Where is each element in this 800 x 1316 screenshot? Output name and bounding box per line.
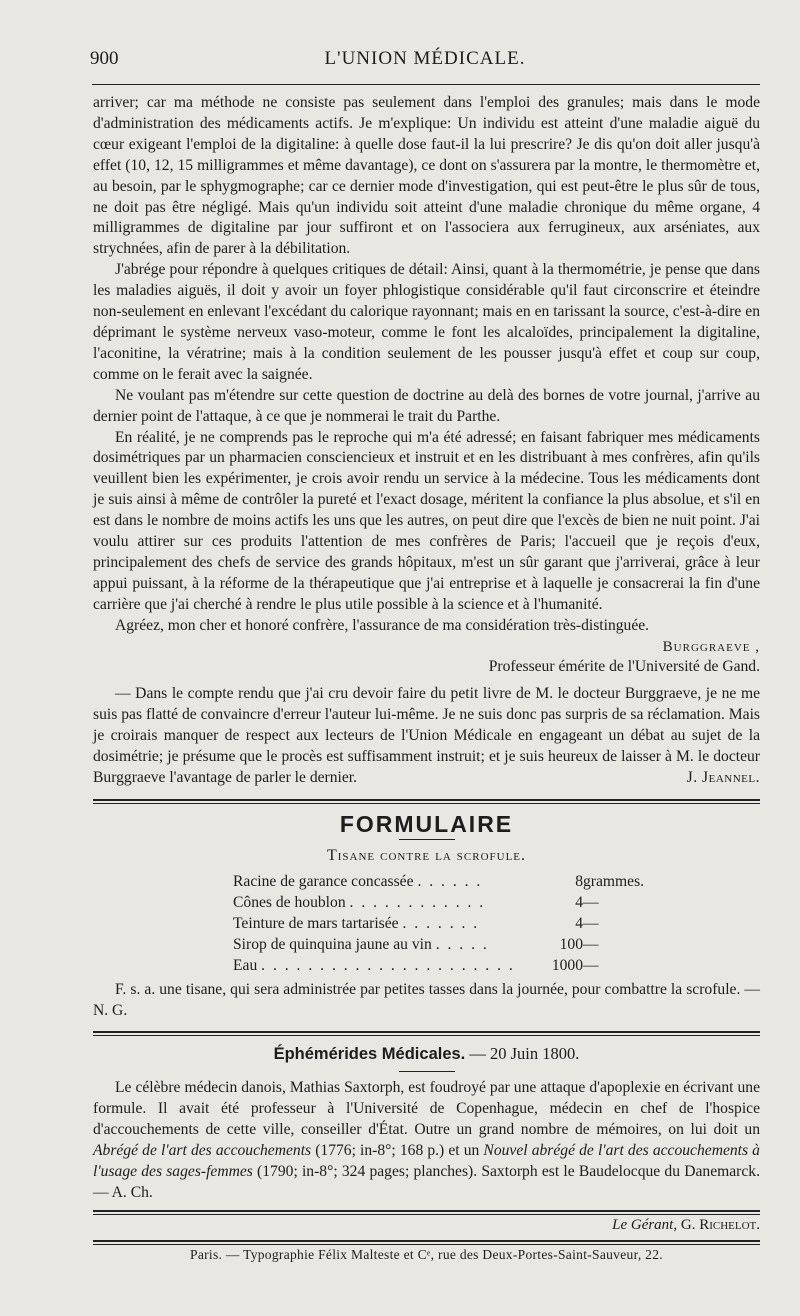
ingredient-unit: grammes.	[583, 872, 645, 890]
ephemerides-date: — 20 Juin 1800.	[469, 1044, 580, 1064]
gerant-label: Le Gérant,	[612, 1216, 678, 1233]
ingredient-name: Eau	[233, 956, 258, 974]
ingredient-qty: 4	[575, 893, 583, 911]
letter-paragraph: arriver; car ma méthode ne consiste pas seulement dans l'emploi des granules; mais dans le mode d'administration des médicaments actifs. Je m'explique: Un individu est atteint d'une maladie aiguë du cœur exigeant l'emploi de la digitaline: à quelle dose faut-il la lui prescrire? Je dis qu'on doit aller jusqu'à effet (10, 12, 15 milligrammes et même davantage), ce dont on s'assurera par la montre, le thermomètre et, au besoin, par le sphygmographe; car ce dernier mode d'investigation, qui est peut-être le plus sûr de tous, ne doit pas être négligé. Mais qu'un individu soit atteint d'une maladie chronique du même organe, 4 milligrammes de digitaline par jour suffiront et on l'associera aux ferrugineux, aux arséniates, aux strychnées, afin de parer à la débilitation.	[93, 94, 760, 258]
ingredient-name: Racine de garance concassée	[233, 872, 414, 890]
leader-dots: . . . . . . . . . . . .	[349, 893, 486, 911]
ingredient-name: Sirop de quinquina jaune au vin	[233, 935, 432, 953]
recipe-row	[233, 913, 673, 934]
ephemerides-text-part: (1776; in-8°; 168 p.) et un	[311, 1142, 484, 1160]
ingredient-unit: —	[583, 893, 599, 911]
recipe-title: Tisane contre la scrofule.	[326, 846, 527, 864]
formulaire-title: FORMULAIRE	[339, 810, 514, 837]
ephemerides-heading: Éphémérides Médicales.	[273, 1045, 466, 1064]
page-header	[90, 48, 760, 78]
letter-closing: Agréez, mon cher et honoré confrère, l'assurance de ma considération très-distinguée.	[115, 616, 650, 634]
short-divider	[399, 1071, 455, 1072]
leader-dots: . . . . .	[435, 935, 489, 953]
ingredient-name: Teinture de mars tartarisée	[233, 914, 399, 932]
letter-paragraph: En réalité, je ne comprends pas le reproche qui m'a été adressé; en faisant fabriquer mes médicaments dosimétriques par un pharmacien consciencieux et instruit et en les distribuant à mes confrères, afin qu'ils veuillent bien les expérimenter, je crois avoir rendu un service à la médecine. Tous les médicaments dont je suis ainsi à même de contrôler la pureté et l'exact dosage, méritent la confiance la plus absolue, et s'il en est dans le nombre de moins actifs les uns que les autres, on peut dire que l'excès de bien ne nuit point. J'ai voulu attirer sur ces produits l'attention de mes confrères de Paris; l'accueil que je reçois d'eux, principalement des chefs de service des grands hôpitaux, m'est un sûr garant que j'arriverai, grâce à leur appui puissant, à la réforme de la thérapeutique que j'ai entreprise et à laquelle je consacrerai la fin d'une carrière que j'ai cherché à rendre le plus utile possible à la science et à l'humanité.	[93, 428, 760, 613]
ingredient-unit: —	[583, 956, 599, 974]
ephemerides-text	[93, 1078, 760, 1203]
ingredient-unit: —	[583, 914, 599, 932]
journal-title: L'UNION MÉDICALE.	[324, 48, 526, 69]
ingredient-qty: 1000	[551, 956, 583, 974]
book-title: Nouvel abrégé de l'art des accouchements à l'usage des sages-femmes	[93, 1142, 760, 1180]
ephemerides-title	[93, 1044, 760, 1065]
recipe-row	[233, 934, 673, 955]
recipe-row	[233, 955, 673, 976]
editor-signature: J. Jeannel.	[686, 768, 760, 786]
section-divider	[93, 799, 760, 804]
page-body	[93, 93, 760, 1266]
ingredient-qty: 4	[575, 914, 583, 932]
page-number: 900	[90, 48, 119, 69]
gerant-line	[93, 1215, 760, 1236]
letter-paragraph: Ne voulant pas m'étendre sur cette question de doctrine au delà des bornes de votre journal, j'arrive au dernier point de l'attaque, à ce que je nommerai le trait du Parthe.	[93, 386, 760, 425]
ingredient-qty: 100	[559, 935, 583, 953]
recipe-row	[233, 892, 673, 913]
short-divider	[399, 839, 455, 840]
gerant-name: G. Richelot.	[680, 1216, 760, 1233]
recipe-row	[233, 871, 673, 892]
letter-signature-name: Burggraeve ,	[662, 638, 760, 655]
leader-dots: . . . . . . . . . . . . . . . . . . . . . .	[261, 956, 515, 974]
header-rule	[92, 84, 760, 85]
ingredient-unit: —	[583, 935, 599, 953]
section-divider	[93, 1031, 760, 1036]
leader-dots: . . . . . .	[417, 872, 483, 890]
leader-dots: . . . . . . .	[402, 914, 480, 932]
book-title: Abrégé de l'art des accouchements	[93, 1142, 312, 1160]
recipe-instructions: F. s. a. une tisane, qui sera administrée par petites tasses dans la journée, pour combattre la scrofule. — N. G.	[93, 980, 760, 1019]
ephemerides-text-part: (1790; in-8°; 324 pages; planches). Saxtorph est le Baudelocque du Danemarck. — A. Ch.	[93, 1162, 760, 1201]
letter-paragraph: J'abrége pour répondre à quelques critiques de détail: Ainsi, quant à la thermométrie, je pense que dans les maladies aiguës, il doit y avoir un foyer phlogistique considérable qu'il faut circonscrire et éteindre non-seulement en enlevant l'excédant du calorique rayonnant; mais en en tarissant la source, c'est-à-dire en déprimant le système nerveux vaso-moteur, comme le font les alcaloïdes, principalement la digitaline, l'aconitine, la vératrine; mais à la condition seulement de les pousser jusqu'à effet et coup sur coup, comme on le ferait avec la saignée.	[93, 261, 760, 383]
ephemerides-text-part: Le célèbre médecin danois, Mathias Saxtorph, est foudroyé par une attaque d'apoplexie en écrivant une formule. Il avait été professeur à l'Université de Copenhague, médecin en chef de l'hospice d'accouchements de cette ville, conseiller d'État. Outre un grand nombre de mémoires, on lui doit un	[93, 1079, 760, 1139]
ingredient-name: Cônes de houblon	[233, 893, 346, 911]
letter-signature-title: Professeur émérite de l'Université de Gand.	[488, 658, 760, 676]
printer-imprint: Paris. — Typographie Félix Malteste et Cᵉ, rue des Deux-Portes-Saint-Sauveur, 22.	[190, 1246, 663, 1262]
ingredient-qty: 8	[575, 872, 583, 890]
editor-note: — Dans le compte rendu que j'ai cru devoir faire du petit livre de M. le docteur Burggraeve, je ne me suis pas flatté de convaincre d'erreur l'auteur lui-même. Je ne suis donc pas surpris de sa réclamation. Mais je croirais manquer de respect aux lecteurs de l'Union Médicale en engageant un débat au sujet de la dosimétrie; je présume que le procès est suffisamment instruit; et je suis heureux de laisser à M. le docteur Burggraeve l'avantage de parler le dernier.	[93, 685, 760, 786]
recipe-table	[233, 871, 673, 976]
